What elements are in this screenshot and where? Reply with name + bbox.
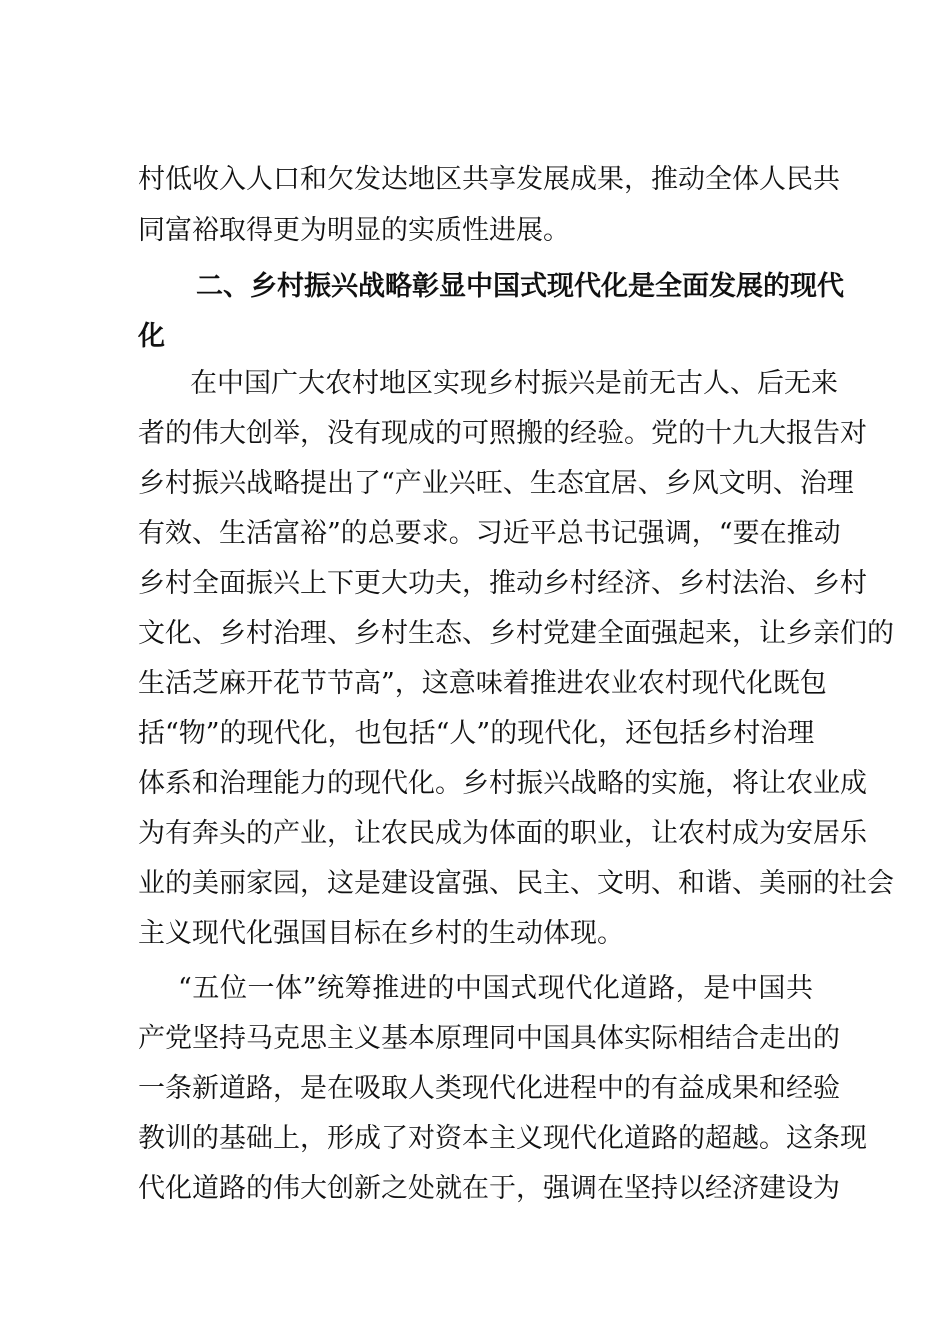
text-line: 乡村振兴战略提出了“产业兴旺、生态宜居、乡风文明、治理 (138, 468, 854, 499)
text-line: 产党坚持马克思主义基本原理同中国具体实际相结合走出的 (138, 1023, 840, 1054)
section-heading: 二、乡村振兴战略彰显中国式现代化是全面发展的现代 (196, 271, 844, 302)
text-line: 业的美丽家园，这是建设富强、民主、文明、和谐、美丽的社会 (138, 868, 894, 899)
paragraph-first-line: “五位一体”统筹推进的中国式现代化道路，是中国共 (178, 973, 813, 1004)
text-line: 体系和治理能力的现代化。乡村振兴战略的实施，将让农业成 (138, 768, 867, 799)
text-line: 括“物”的现代化，也包括“人”的现代化，还包括乡村治理 (138, 718, 815, 749)
text-line: 一条新道路，是在吸取人类现代化进程中的有益成果和经验 (138, 1073, 840, 1104)
text-line: 有效、生活富裕”的总要求。习近平总书记强调，“要在推动 (138, 518, 841, 549)
paragraph-first-line: 在中国广大农村地区实现乡村振兴是前无古人、后无来 (190, 368, 838, 399)
text-line: 生活芝麻开花节节高”，这意味着推进农业农村现代化既包 (138, 668, 827, 699)
text-line: 文化、乡村治理、乡村生态、乡村党建全面强起来，让乡亲们的 (138, 618, 894, 649)
text-line: 代化道路的伟大创新之处就在于，强调在坚持以经济建设为 (138, 1173, 840, 1204)
text-line: 主义现代化强国目标在乡村的生动体现。 (138, 918, 624, 949)
text-line: 为有奔头的产业，让农民成为体面的职业，让农村成为安居乐 (138, 818, 867, 849)
text-line: 乡村全面振兴上下更大功夫，推动乡村经济、乡村法治、乡村 (138, 568, 867, 599)
text-line: 者的伟大创举，没有现成的可照搬的经验。党的十九大报告对 (138, 418, 867, 449)
text-line: 教训的基础上，形成了对资本主义现代化道路的超越。这条现 (138, 1123, 867, 1154)
text-line: 村低收入人口和欠发达地区共享发展成果，推动全体人民共 (138, 164, 840, 195)
text-line: 同富裕取得更为明显的实质性进展。 (138, 215, 570, 246)
section-heading-continued: 化 (138, 321, 165, 352)
